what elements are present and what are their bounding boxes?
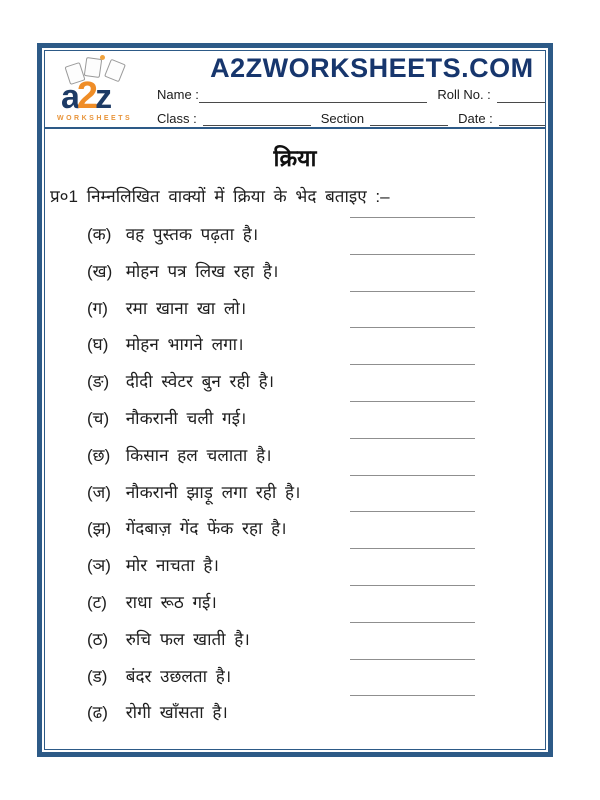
- item-sentence: रोगी खाँसता है।: [125, 703, 228, 723]
- ball-doodle-icon: [100, 55, 105, 60]
- item-sentence: मोहन पत्र लिख रहा है।: [125, 261, 279, 281]
- item-sentence: गेंदबाज़ गेंद फेंक रहा है।: [125, 519, 287, 539]
- answer-blank-line: [350, 695, 475, 696]
- answer-blank-line: [350, 291, 475, 292]
- item-sentence: नौकरानी झाड़ू लगा रही है।: [125, 482, 301, 502]
- site-title: A2ZWORKSHEETS.COM: [210, 53, 534, 83]
- answer-blank-line: [350, 548, 475, 549]
- item-sentence: मोर नाचता है।: [125, 556, 219, 576]
- answer-blank-line: [350, 254, 475, 255]
- class-section-date-row: [157, 112, 546, 126]
- header: [45, 51, 545, 129]
- item-sentence: किसान हल चलाता है।: [125, 445, 272, 465]
- answer-blank-line: [350, 622, 475, 623]
- name-roll-row: [157, 88, 546, 102]
- section-blank-line: [370, 114, 448, 126]
- item-sentence: रुचि फल खाती है।: [125, 629, 250, 649]
- answer-blank-line: [350, 401, 475, 402]
- worksheet-page: [44, 50, 546, 750]
- roll-no-blank-line: [497, 91, 546, 103]
- item-label: (ख): [87, 261, 113, 281]
- item-label: (घ): [87, 335, 109, 355]
- logo-letter-2: 2: [76, 75, 96, 117]
- worksheet-body: [45, 141, 545, 737]
- logo-letter-z: z: [95, 78, 110, 116]
- answer-blank-line: [350, 364, 475, 365]
- logo-text: [61, 77, 109, 115]
- answer-blank-line: [350, 217, 475, 218]
- item-label: (ञ): [87, 556, 111, 576]
- section-label: Section: [320, 110, 365, 126]
- answer-blank-line: [350, 659, 475, 660]
- item-label: (ठ): [87, 629, 109, 649]
- item-label: (क): [87, 225, 112, 244]
- item-label: (च): [87, 408, 110, 428]
- item-label: (ज): [87, 482, 111, 502]
- item-sentence: रमा खाना खा लो।: [125, 298, 247, 318]
- item-sentence: दीदी स्वेटर बुन रही है।: [125, 372, 275, 392]
- roll-no-label: Roll No. :: [437, 87, 491, 103]
- answer-blank-line: [350, 511, 475, 512]
- item-label: (छ): [87, 445, 111, 465]
- answer-blank-line: [350, 438, 475, 439]
- item-label: (ङ): [87, 372, 110, 392]
- name-label: Name :: [157, 87, 199, 103]
- name-blank-line: [199, 91, 427, 103]
- class-blank-line: [203, 114, 311, 126]
- logo-subtext: WORKSHEETS: [57, 115, 133, 122]
- items-list: [47, 222, 543, 737]
- item-label: (ग): [87, 298, 108, 318]
- item-label: (ट): [87, 592, 107, 612]
- answer-blank-line: [350, 585, 475, 586]
- answer-blank-line: [350, 327, 475, 328]
- a2z-logo: [55, 53, 151, 127]
- item-sentence: नौकरानी चली गई।: [125, 408, 247, 428]
- header-right: [151, 53, 546, 127]
- worksheet-item-row: [47, 700, 543, 737]
- item-label: (ढ): [87, 703, 108, 723]
- question-text: प्र०1 निम्नलिखित वाक्यों में क्रिया के भेद बताइए :–: [50, 187, 390, 206]
- item-sentence: राधा रूठ गई।: [125, 592, 217, 612]
- item-sentence: वह पुस्तक पढ़ता है।: [125, 225, 259, 244]
- item-label: (झ): [87, 519, 112, 539]
- item-sentence: बंदर उछलता है।: [125, 666, 232, 686]
- answer-blank-line: [350, 475, 475, 476]
- item-label: (ड): [87, 666, 108, 686]
- worksheet-page-frame: [37, 43, 553, 757]
- date-blank-line: [499, 114, 546, 126]
- class-label: Class :: [157, 110, 197, 126]
- date-label: Date :: [458, 110, 493, 126]
- item-sentence: मोहन भागने लगा।: [125, 335, 244, 355]
- worksheet-title: क्रिया: [273, 145, 317, 171]
- logo-letter-a: a: [61, 78, 77, 116]
